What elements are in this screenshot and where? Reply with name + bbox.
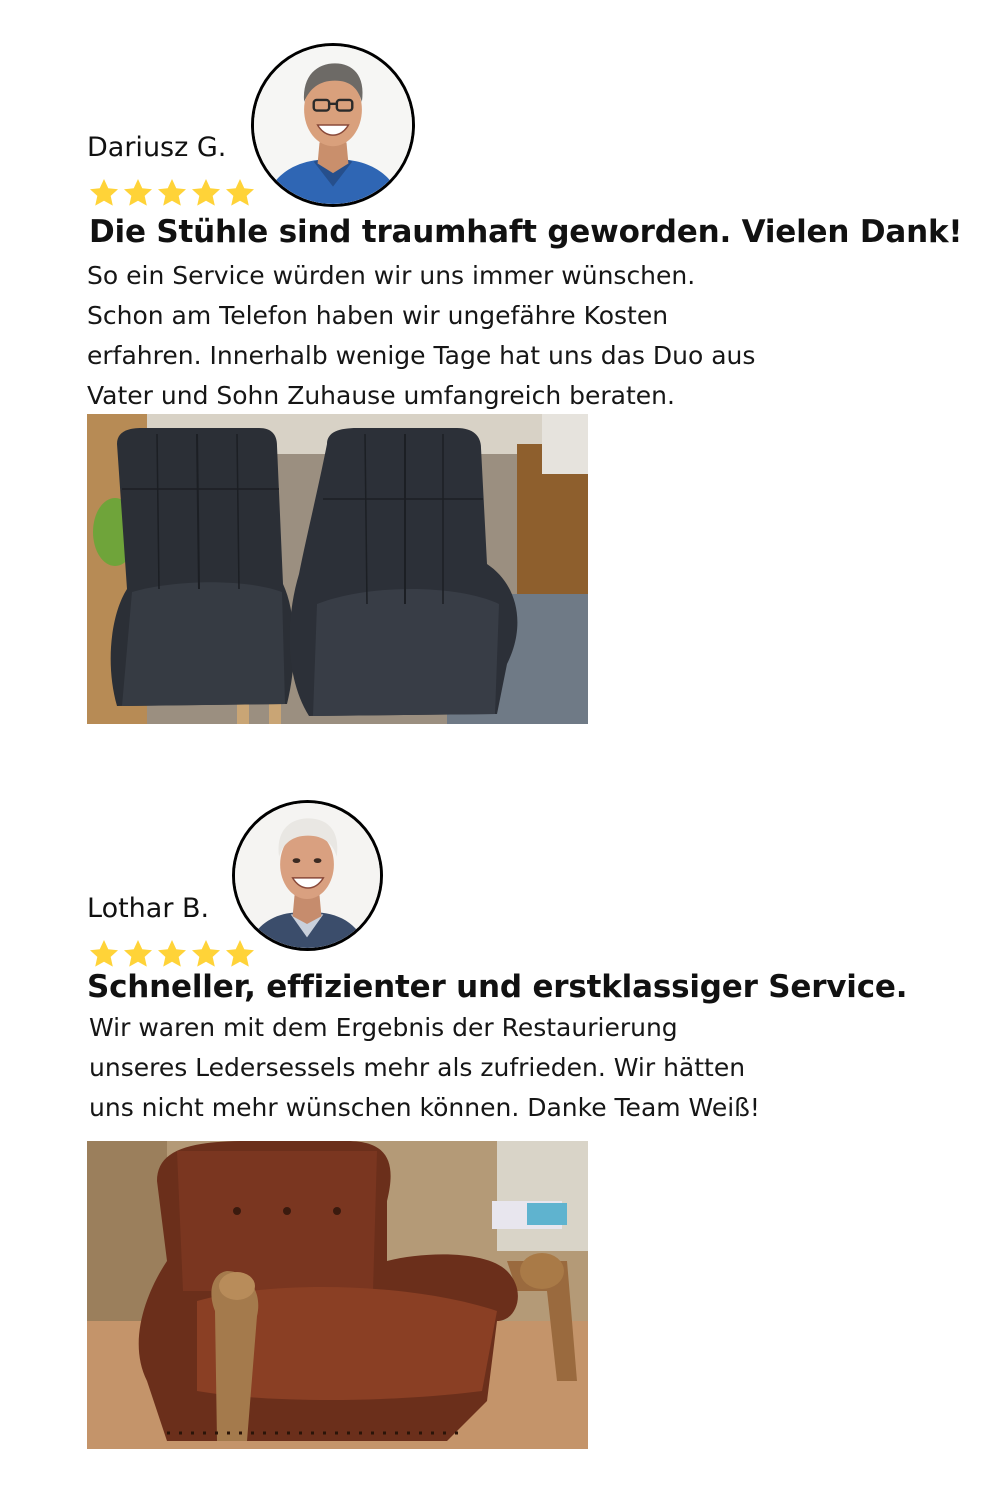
review-headline: Schneller, effizienter und erstklassiger Service. bbox=[87, 969, 908, 1005]
star-icon bbox=[156, 177, 188, 209]
review-body bbox=[89, 1008, 869, 1128]
two-black-leather-chairs-photo bbox=[87, 414, 588, 724]
reviewer-name: Lothar B. bbox=[87, 893, 210, 924]
review-body-line: erfahren. Innerhalb wenige Tage hat uns das Duo aus bbox=[87, 341, 756, 370]
star-icon bbox=[156, 938, 188, 970]
star-icon bbox=[88, 177, 120, 209]
star-icon bbox=[190, 938, 222, 970]
review-body-line: unseres Ledersessels mehr als zufrieden. Wir hätten bbox=[89, 1053, 746, 1082]
reviewer-name: Dariusz G. bbox=[87, 132, 227, 163]
star-icon bbox=[122, 177, 154, 209]
brown-leather-wingback-armchair-photo bbox=[87, 1141, 588, 1449]
review-body bbox=[87, 256, 867, 416]
review-headline: Die Stühle sind traumhaft geworden. Vielen Dank! bbox=[89, 214, 963, 250]
star-icon bbox=[190, 177, 222, 209]
reviewer-avatar-1 bbox=[251, 43, 415, 207]
reviewer-avatar-2 bbox=[232, 800, 383, 951]
review-body-line: Wir waren mit dem Ergebnis der Restaurierung bbox=[89, 1013, 678, 1042]
review-body-line: So ein Service würden wir uns immer wünschen. bbox=[87, 261, 696, 290]
review-photo-1 bbox=[87, 414, 588, 724]
star-icon bbox=[224, 938, 256, 970]
star-icon bbox=[88, 938, 120, 970]
man-with-glasses-portrait bbox=[254, 46, 412, 204]
review-body-line: Vater und Sohn Zuhause umfangreich beraten. bbox=[87, 381, 675, 410]
star-rating bbox=[88, 177, 256, 209]
older-man-portrait bbox=[235, 803, 380, 948]
review-photo-2 bbox=[87, 1141, 588, 1449]
star-icon bbox=[224, 177, 256, 209]
star-icon bbox=[122, 938, 154, 970]
review-body-line: uns nicht mehr wünschen können. Danke Team Weiß! bbox=[89, 1093, 760, 1122]
review-body-line: Schon am Telefon haben wir ungefähre Kosten bbox=[87, 301, 669, 330]
star-rating bbox=[88, 938, 256, 970]
